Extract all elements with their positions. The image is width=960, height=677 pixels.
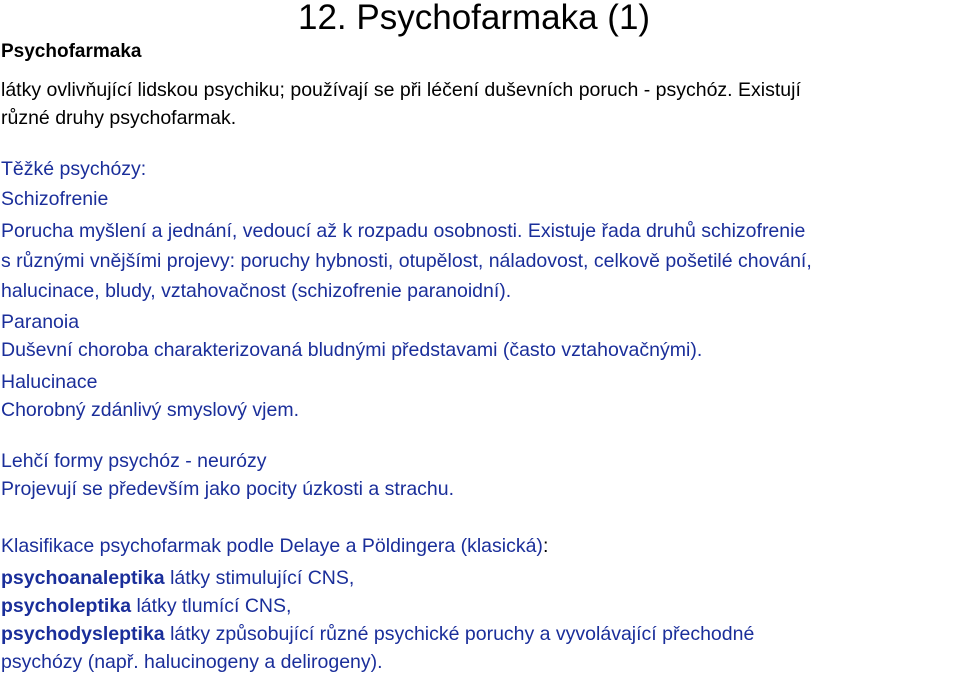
item-desc: látky tlumící CNS, [136, 595, 292, 617]
halucinace-text: Chorobný zdánlivý smyslový vjem. [1, 399, 300, 421]
item-desc: látky stimulující CNS, [170, 567, 355, 589]
classification-heading-colon: : [542, 535, 549, 557]
schizofrenie-line-2: s různými vnějšími projevy: poruchy hybnosti, otupělost, náladovost, celkově pošetilé chování, [1, 250, 812, 272]
schizofrenie-paragraph [1, 216, 956, 306]
schizofrenie-line-1: Porucha myšlení a jednání, vedoucí až k rozpadu osobnosti. Existuje řada druhů schizofrenie [1, 220, 806, 242]
item-desc: látky způsobující různé psychické poruchy a vyvolávající přechodné [170, 623, 755, 645]
list-item [1, 623, 754, 646]
intro-line-2: různé druhy psychofarmak. [1, 107, 237, 129]
classification-heading-text: Klasifikace psychofarmak podle Delaye a Pöldingera (klasická) [1, 535, 543, 557]
list-item [1, 567, 354, 590]
paranoia-heading: Paranoia [1, 311, 80, 333]
mild-text: Projevují se především jako pocity úzkosti a strachu. [1, 478, 455, 500]
intro-paragraph [1, 76, 956, 132]
halucinace-heading: Halucinace [1, 371, 98, 393]
item-term-psychodysleptika: psychodysleptika [1, 623, 165, 645]
schizofrenie-line-3: halucinace, bludy, vztahovačnost (schizofrenie paranoidní). [1, 280, 512, 302]
intro-line-1: látky ovlivňující lidskou psychiku; používají se při léčení duševních poruch - psychóz. Existují [1, 79, 801, 101]
page-title: 12. Psychofarmaka (1) [298, 0, 651, 37]
list-item [1, 595, 291, 618]
list-item-continuation: psychózy (např. halucinogeny a delirogeny). [1, 651, 383, 673]
mild-heading: Lehčí formy psychóz - neurózy [1, 450, 267, 472]
severe-heading: Těžké psychózy: [1, 158, 147, 180]
classification-heading [1, 535, 548, 558]
schizofrenie-heading: Schizofrenie [1, 188, 109, 210]
intro-heading: Psychofarmaka [1, 41, 142, 62]
item-term-psycholeptika: psycholeptika [1, 595, 132, 617]
item-term-psychoanaleptika: psychoanaleptika [1, 567, 165, 589]
paranoia-text: Duševní choroba charakterizovaná bludnými představami (často vztahovačnými). [1, 339, 703, 361]
